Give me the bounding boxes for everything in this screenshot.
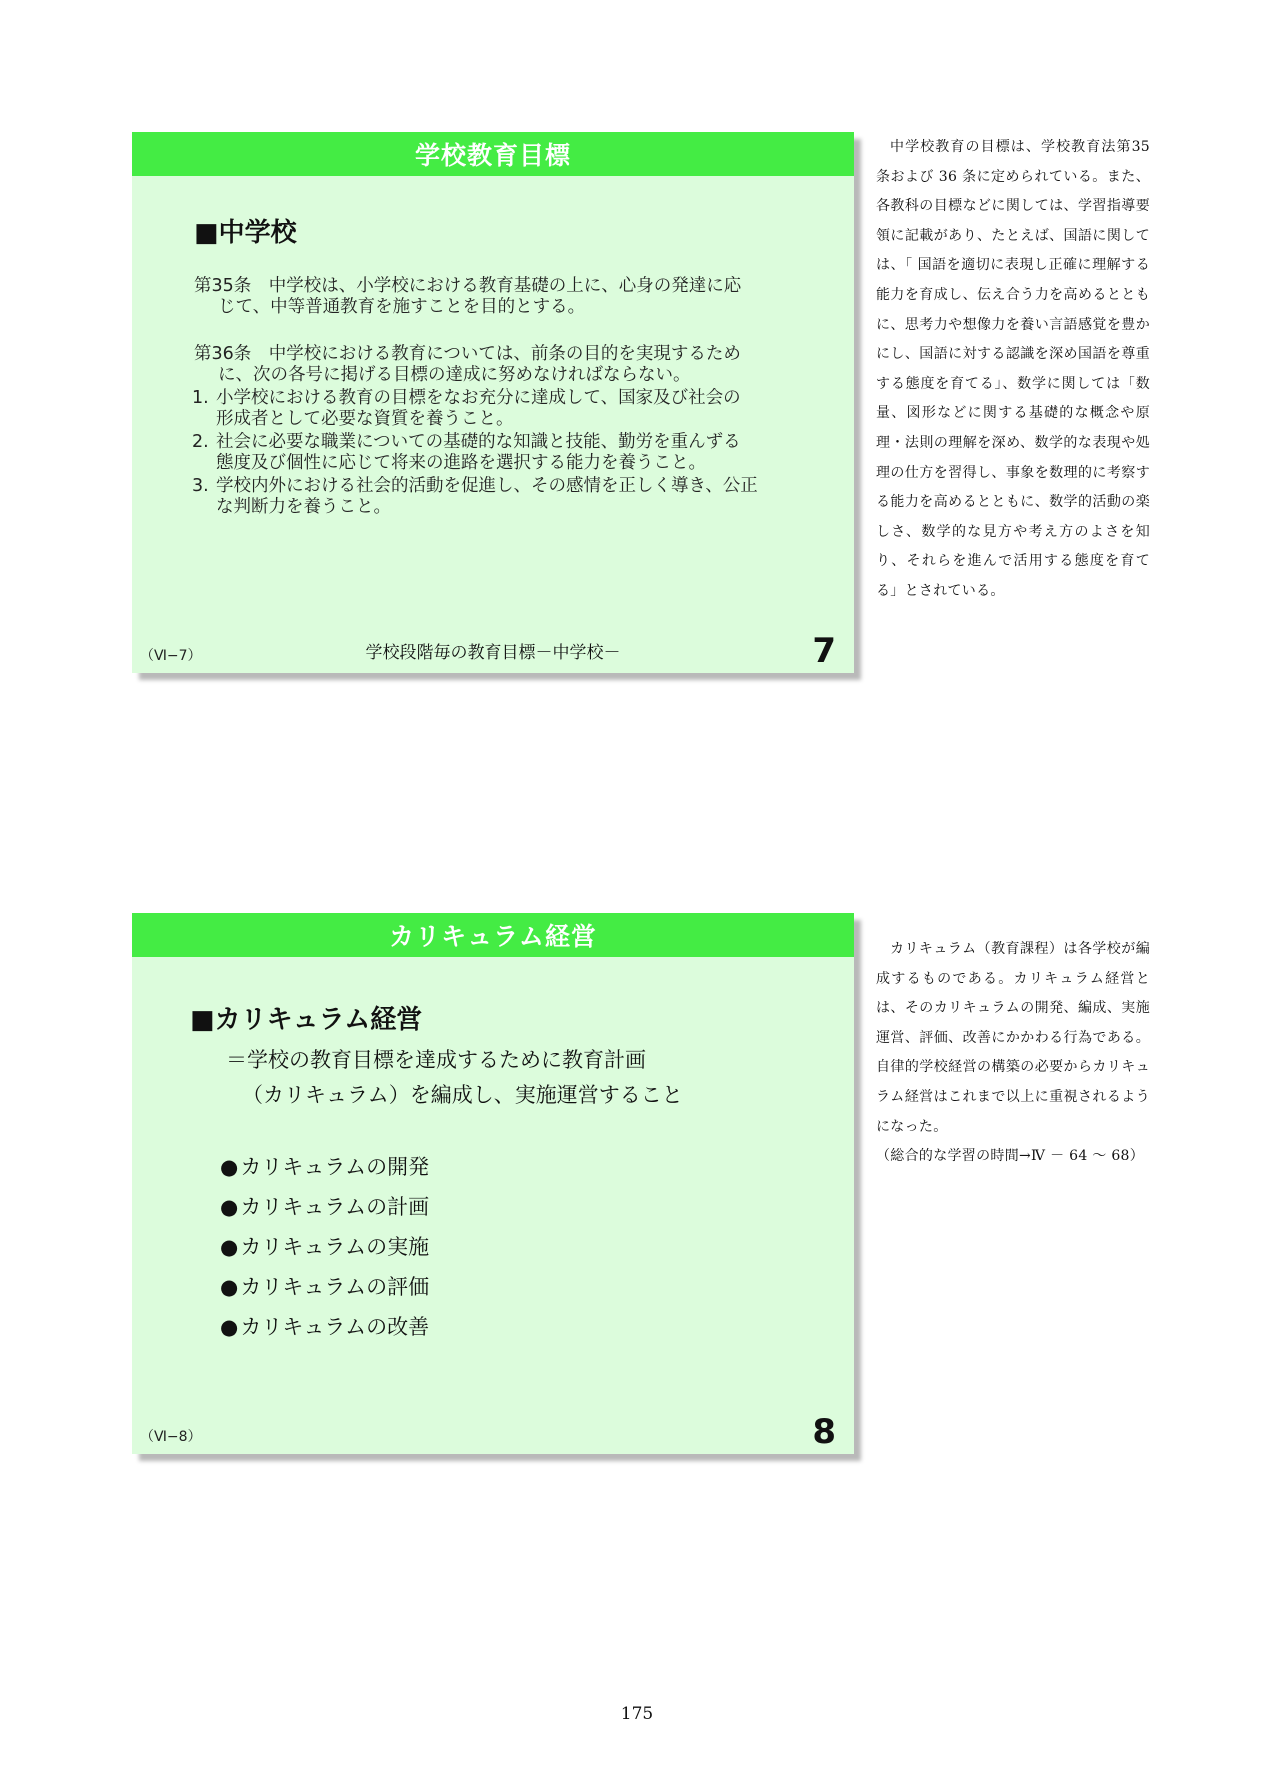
article-35-label: 第35条: [194, 276, 252, 296]
commentary-reference: （総合的な学習の時間→Ⅳ － 64 ～ 68）: [876, 1148, 1145, 1165]
commentary-paragraph: 中学校教育の目標は、学校教育法第35条および 36 条に定められている。また、各教科の目標などに関しては、学習指導要領に記載があり、たとえば、国語に関しては、「 国語を適切に表現し正確に理解する能力を育成し、伝え合う力を高めるとともに、思考力や想像力を養い言語感覚を豊かにし、国語に対する認識を深め国語を尊重する態度を育てる」、数学に関しては「数量、図形などに関する基礎的な概念や原理・法則の理解を深め、数学的な表現や処理の仕方を習得し、事象を数理的に考察する能力を高めるとともに、数学的活動の楽しさ、数学的な見方や考え方のよさを知り、それらを進んで活用する態度を育てる」とされている。: [876, 139, 1150, 599]
list-item: [192, 388, 802, 430]
page-number: 175: [620, 1704, 654, 1724]
list-item: ● カリキュラムの計画: [220, 1187, 429, 1227]
slide-school-education-goals: [132, 132, 854, 673]
curriculum-bullet-list: [220, 1147, 429, 1347]
item-line: 学校内外における社会的活動を促進し、その感情を正しく導き、公正: [216, 476, 758, 496]
item-line: 小学校における教育の目標をなお充分に達成して、国家及び社会の: [216, 388, 741, 408]
item-line: 態度及び個性に応じて将来の進路を選択する能力を養うこと。: [216, 453, 706, 473]
slide-code: （Ⅵ−8）: [140, 1429, 202, 1445]
commentary-school-goals: [876, 133, 1150, 607]
list-item: ● カリキュラムの実施: [220, 1227, 429, 1267]
article-35: [194, 276, 794, 318]
commentary-paragraph: カリキュラム（教育課程）は各学校が編成するものである。カリキュラム経営とは、そのカリキュラムの開発、編成、実施運営、評価、改善にかかわる行為である。自律的学校経営の構築の必要からカリキュラム経営はこれまで以上に重視されるようになった。: [876, 941, 1150, 1135]
slide-number: 7: [812, 631, 836, 671]
definition-line-1: ＝学校の教育目標を達成するために教育計画: [226, 1048, 646, 1072]
item-number: 1.: [192, 388, 209, 408]
item-line: 形成者として必要な資質を養うこと。: [216, 409, 514, 429]
slide-footer-title: 学校段階毎の教育目標－中学校－: [365, 643, 621, 663]
item-number: 2.: [192, 432, 209, 452]
article-36-line2: に、次の各号に掲げる目標の達成に努めなければならない。: [218, 365, 691, 385]
slide-curriculum-management: [132, 913, 854, 1454]
list-item: ● カリキュラムの評価: [220, 1267, 429, 1307]
slide-title: カリキュラム経営: [132, 913, 854, 957]
list-item: [192, 432, 802, 474]
definition-line-2: （カリキュラム）を編成し、実施運営すること: [242, 1083, 683, 1107]
list-item: ● カリキュラムの開発: [220, 1147, 429, 1187]
slide-number: 8: [812, 1412, 836, 1452]
item-number: 3.: [192, 476, 209, 496]
article-36-items: [192, 388, 802, 520]
slide-heading: ■中学校: [194, 218, 297, 248]
slide-code: （Ⅵ−7）: [140, 648, 202, 664]
list-item: [192, 476, 802, 518]
slide-title: 学校教育目標: [132, 132, 854, 176]
article-36-label: 第36条: [194, 344, 252, 364]
item-line: 社会に必要な職業についての基礎的な知識と技能、勤労を重んずる: [216, 432, 741, 452]
article-35-line2: じて、中等普通教育を施すことを目的とする。: [218, 297, 586, 317]
article-36-line1: 中学校における教育については、前条の目的を実現するため: [268, 344, 741, 364]
article-36: [194, 344, 794, 386]
commentary-curriculum: [876, 935, 1150, 1172]
slide-heading: ■カリキュラム経営: [190, 1005, 423, 1035]
article-35-line1: 中学校は、小学校における教育基礎の上に、心身の発達に応: [268, 276, 742, 296]
item-line: な判断力を養うこと。: [216, 497, 391, 517]
list-item: ● カリキュラムの改善: [220, 1307, 429, 1347]
